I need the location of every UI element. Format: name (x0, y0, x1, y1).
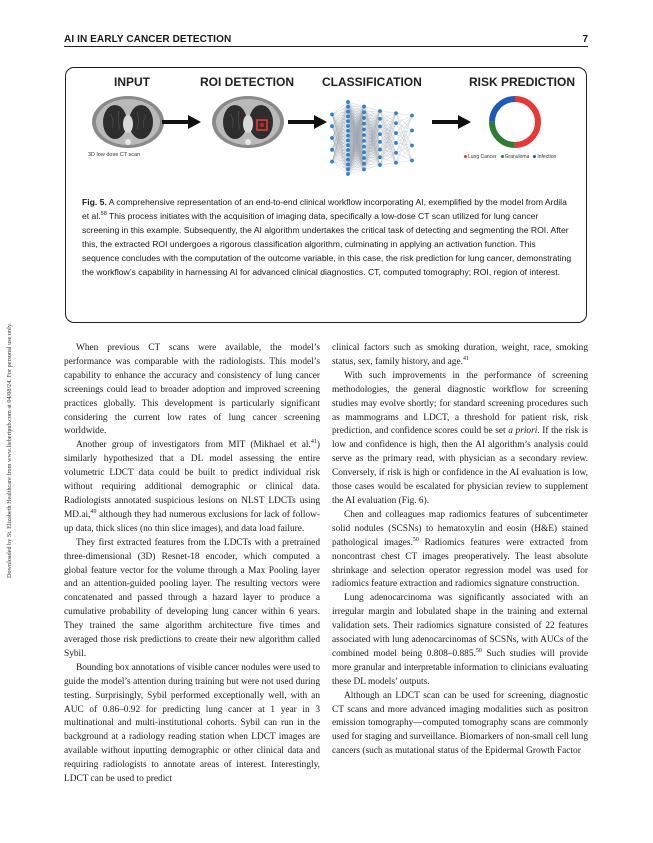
nn-connection (332, 162, 348, 174)
nn-node (394, 131, 398, 135)
paragraph: When previous CT scans were available, the model’s performance was comparable with the radiologists. This model’s capability to enhance the accuracy and consistency of lung cancer screenings could lead to broader adoption and improved screening practices globally. This development is particularly significant considering the current low rates of lung cancer screening worldwide. (64, 343, 320, 437)
paragraph (332, 592, 588, 689)
stage-label-input: INPUT (114, 75, 150, 89)
nn-node (410, 144, 414, 148)
text-span: Radiomics features were extracted from noncontrast chest CT images preoperatively. The least absolute shrinkage and selection operator regression model was used for radiomics feature extraction and radiomics signature construction. (332, 537, 588, 590)
paragraph: Although an LDCT scan can be used for screening, diagnostic CT scans and more advanced imaging modalities such as positron emission tomography—computed tomography scans are commonly used for staging and surveillance. Biomarkers of non-small cell lung cancers (such as mutational status of the Epidermal Growth Factor (332, 690, 588, 757)
nn-node (378, 132, 382, 136)
nn-node (346, 172, 350, 176)
nn-node (346, 167, 350, 171)
nn-node (410, 114, 414, 118)
nn-node (346, 105, 350, 109)
reference: 41 (310, 439, 317, 446)
nn-node (362, 139, 366, 143)
paragraph (332, 342, 588, 370)
risk-legend (464, 154, 556, 160)
nn-node (378, 140, 382, 144)
nn-node (346, 163, 350, 167)
nn-node (346, 134, 350, 138)
nn-connection (396, 116, 412, 153)
nn-node (362, 162, 366, 166)
paragraph (332, 509, 588, 592)
left-column (64, 342, 320, 787)
nn-node (346, 158, 350, 162)
nn-node (362, 156, 366, 160)
nn-connection (396, 116, 412, 163)
nn-node (346, 143, 350, 147)
nn-node (378, 148, 382, 152)
nn-node (378, 125, 382, 129)
paragraph: They first extracted features from the LDCTs with a pretrained three-dimensional (3D) Resnet-18 encoder, which computed a global feature vector for the volume through a Max Pooling layer and an attention-guided pooling layer. The resulting vectors were concatenated and passed through a hazard layer to produce a cumulative probability of developing lung cancer within 6 years. They trained the same algorithm architecture five times and averaged those risk predictions to create their new algorithm called Sybil. (64, 537, 320, 659)
reference: 41 (462, 355, 469, 362)
nn-node (346, 115, 350, 119)
nn-node (346, 100, 350, 104)
running-title: AI IN EARLY CANCER DETECTION (64, 34, 232, 45)
nn-connection (396, 131, 412, 153)
ct-scan-caption: 3D low dose CT scan (88, 152, 141, 158)
neural-network-diagram (324, 90, 420, 186)
reference: 50 (475, 647, 482, 654)
legend-dot (464, 155, 467, 158)
legend-label: Infection (537, 154, 557, 160)
nn-node (362, 110, 366, 114)
nn-node (362, 150, 366, 154)
nn-connection (380, 142, 396, 143)
risk-prediction-donut (485, 92, 545, 152)
nn-node (394, 161, 398, 165)
nn-connection (332, 102, 348, 114)
legend-item-infection (533, 154, 556, 160)
caption-reference: 58 (100, 211, 107, 218)
nn-connection (396, 131, 412, 134)
text-span: Lung adenocarcinoma was significantly associated with an irregular margin and lobulated shape in the training and external validation sets. Their radiomics signature consisted of 22 features associated with lung adenocarcinomas of SCSNs, with AUCs of the combined model being 0.808–0.885. (332, 593, 588, 659)
nn-node (346, 129, 350, 133)
nn-node (410, 129, 414, 133)
figure-5 (65, 67, 587, 323)
nn-connection (396, 161, 412, 163)
nn-node (362, 128, 366, 132)
figure-caption (82, 195, 574, 280)
nn-node (378, 117, 382, 121)
legend-dot (533, 155, 536, 158)
text-span: With such improvements in the performance of screening methodologies, the general diagnostic workflow for screening studies may evolve shortly; for standard screening procedures such as mammograms and LDCT, a threshold for patient risk, risk prediction, and confidence scores could be set (332, 370, 588, 437)
paragraph (332, 370, 588, 509)
legend-item-granuloma (501, 154, 530, 160)
figure-label: Fig. 5. (82, 197, 107, 207)
legend-label: Granuloma (504, 154, 530, 160)
caption-text-1: A comprehensive representation of an end-to-end clinical workflow incorporating AI, exemplified by the model from Ardila et al. (82, 197, 567, 222)
text-span: ) similarly hypothesized that a DL model assessing the entire volumetric LDCT data could be built to predict individual risk without requiring additional demographic or clinical data. Radiologists annotated suspicious lesions on NLST LDCTs using MD.ai, (64, 440, 320, 520)
nn-node (346, 153, 350, 157)
legend-item-lung-cancer (464, 154, 497, 160)
reference: 50 (412, 536, 419, 543)
nn-node (346, 110, 350, 114)
text-span: clinical factors such as smoking duration, weight, race, smoking status, sex, family history, and age. (332, 343, 588, 367)
nn-node (362, 122, 366, 126)
nn-node (378, 163, 382, 167)
italic-text: a priori (508, 426, 538, 437)
nn-node (362, 105, 366, 109)
nn-connection (364, 165, 380, 170)
nn-node (346, 139, 350, 143)
stage-label-classification: CLASSIFICATION (322, 75, 422, 89)
nn-node (330, 160, 334, 164)
side-note-text: Downloaded by St. Elizabeth Healthcare from www.liebertpub.com at 04/08/24. For personal use only. (6, 322, 13, 578)
right-column (332, 342, 588, 759)
nn-node (330, 136, 334, 140)
text-span: although they had numerous exclusions for lack of follow-up data, thick slices (no thin slice images), and data load failure. (64, 509, 320, 534)
nn-connection (396, 143, 412, 146)
nn-node (394, 151, 398, 155)
nn-node (346, 119, 350, 123)
nn-node (346, 124, 350, 128)
nn-node (362, 116, 366, 120)
nn-connection (396, 113, 412, 115)
arrow-right-icon (162, 114, 202, 130)
nn-node (410, 159, 414, 163)
nn-connection (364, 107, 380, 112)
download-side-note (2, 258, 20, 578)
roi-detection-image (208, 92, 288, 150)
nn-node (362, 133, 366, 137)
nn-node (378, 155, 382, 159)
nn-node (330, 148, 334, 152)
running-header (64, 31, 588, 45)
nn-node (394, 111, 398, 115)
legend-dot (501, 155, 504, 158)
nn-node (394, 121, 398, 125)
nn-node (378, 109, 382, 113)
legend-label: Lung Cancer (468, 154, 497, 160)
text-span: Chen and colleagues map radiomics features of subcentimeter solid nodules (SCSNs) to hematoxylin and eosin (H&E) stained pathological images. (332, 509, 588, 548)
text-span: . If the risk is low and confidence is high, then the AI algorithm’s analysis could serve as the primary read, with physician as a secondary review. Conversely, if risk is high or confidence in the AI evaluation is low, those cases would be escalated for physician review to supplement the AI evaluation (Fig. 6). (332, 426, 588, 506)
header-rule (64, 46, 588, 47)
paragraph (64, 439, 320, 536)
caption-text-2: This process initiates with the acquisition of imaging data, specifically a low-dose CT scan utilized for lung cancer screening in this example. Subsequently, the AI algorithm undertakes the critical task of detecting and segmenting the ROI. After this, the extracted ROI undergoes a rigorous classification algorithm, culminating in applying an activation function. This sequence concludes with the computation of the outcome variable, in this case, the risk prediction for lung cancer, demonstrating the workflow’s capability in harnessing AI for advanced clinical diagnostics. CT, computed tomography; ROI, region of interest. (82, 211, 572, 278)
text-span: Another group of investigators from MIT (Mikhael et al. (76, 440, 311, 451)
text-span: Such studies will provide more granular and interpretable information to clinicians evaluating these DL models’ outputs. (332, 648, 588, 687)
arrow-right-icon (432, 114, 472, 130)
paragraph: Bounding box annotations of visible cancer nodules were used to guide the model’s attention during training but were not used during testing. Surprisingly, Sybil performed exceptionally well, with an AUC of 0.86–0.92 for predicting lung cancer at 1 year in 3 multinational and multi-institutional cohorts. Sybil can run in the background at a radiology reading station when LDCT images are available without inputting demographic or other clinical data and requiring radiologists to annotate areas of interest. Interestingly, LDCT can be used to predict (64, 662, 320, 785)
nn-node (330, 124, 334, 128)
nn-node (346, 148, 350, 152)
page-number: 7 (582, 34, 588, 45)
arrow-right-icon (288, 114, 328, 130)
ct-scan-image (88, 92, 168, 150)
nn-connection (396, 131, 412, 143)
stage-label-roi-detection: ROI DETECTION (199, 75, 294, 89)
stage-label-risk-prediction: RISK PREDICTION (468, 75, 575, 89)
nn-connection (380, 133, 396, 134)
nn-node (362, 168, 366, 172)
nn-node (394, 141, 398, 145)
nn-node (362, 145, 366, 149)
nn-node (330, 112, 334, 116)
reference: 49 (90, 508, 97, 515)
